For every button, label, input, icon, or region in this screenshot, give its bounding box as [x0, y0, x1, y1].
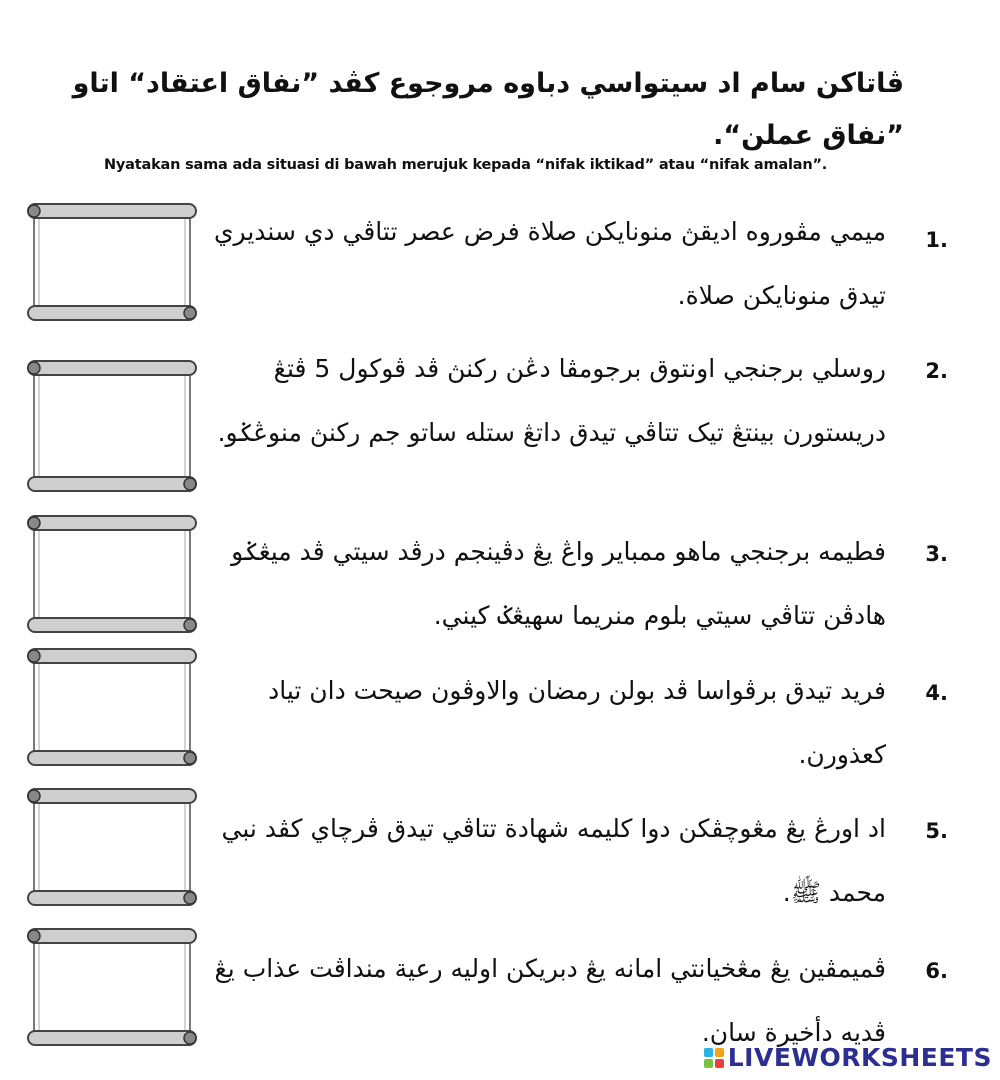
scroll-frame-icon	[26, 512, 198, 636]
question-text-2: روسلي برجنجي اونتوق برجومڤا دڠن رکنڽ ڤد ڤوکول 5 ڤتڠ دريستورن بينتڠ تيک تتاڤي تيدق داتڠ ستله ساتو جم رکنڽ منوڠݢو.	[217, 354, 886, 447]
answer-scroll-box-5[interactable]	[26, 785, 198, 909]
question-number-5: 5.	[925, 819, 948, 843]
scroll-frame-icon	[26, 925, 198, 1049]
watermark-text: LIVEWORKSHEETS	[727, 1043, 992, 1072]
question-text-1: ميمي مڤوروه اديقڽ منونايکن صلاة فرض عصر تتاڤي دي سنديري تيدق منونايکن صلاة.	[213, 217, 886, 310]
scroll-frame-icon	[26, 645, 198, 769]
scroll-frame-icon	[26, 357, 198, 495]
answer-scroll-box-6[interactable]	[26, 925, 198, 1049]
question-text-6: ڤميمڤين يڠ مڠخيانتي امانه يڠ دبريکن اوليه رعية منداڤت عذاب يڠ ڤديه دأخيرة سان.	[214, 954, 886, 1047]
question-number-6: 6.	[925, 959, 948, 983]
liveworksheets-watermark	[704, 1043, 992, 1072]
answer-scroll-box-1[interactable]	[26, 200, 198, 324]
answer-scroll-box-3[interactable]	[26, 512, 198, 636]
instruction-title-jawi: ڤاتاکن سام اد سيتواسي دباوه مروجوع کڤد ”نفاق اعتقاد“ اتاو ”نفاق عملن“.	[72, 68, 904, 151]
liveworksheets-logo-icon	[704, 1048, 724, 1068]
question-number-3: 3.	[925, 542, 948, 566]
scroll-frame-icon	[26, 785, 198, 909]
question-number-4: 4.	[925, 681, 948, 705]
question-text-3: فطيمه برجنجي ماهو ممباير واڠ يڠ دڤينجم درڤد سيتي ڤد ميڠݢو هادڤن تتاڤي سيتي بلوم منريما سهيڠݢ کيني.	[231, 537, 886, 630]
scroll-frame-icon	[26, 200, 198, 324]
question-text-4: فريد تيدق برڤواسا ڤد بولن رمضان والاوڤون صيحت دان تياد کعذورن.	[268, 676, 886, 769]
answer-scroll-box-2[interactable]	[26, 357, 198, 495]
question-number-2: 2.	[925, 359, 948, 383]
question-number-1: 1.	[925, 228, 948, 252]
instruction-subtitle-rumi: Nyatakan sama ada situasi di bawah merujuk kepada “nifak iktikad” atau “nifak amalan”.	[104, 157, 828, 173]
answer-scroll-box-4[interactable]	[26, 645, 198, 769]
question-text-5: اد اورڠ يڠ مڠوچڤکن دوا کليمه شهادة تتاڤي تيدق ڤرچاي کڤد نبي محمد ﷺ.	[221, 814, 886, 907]
